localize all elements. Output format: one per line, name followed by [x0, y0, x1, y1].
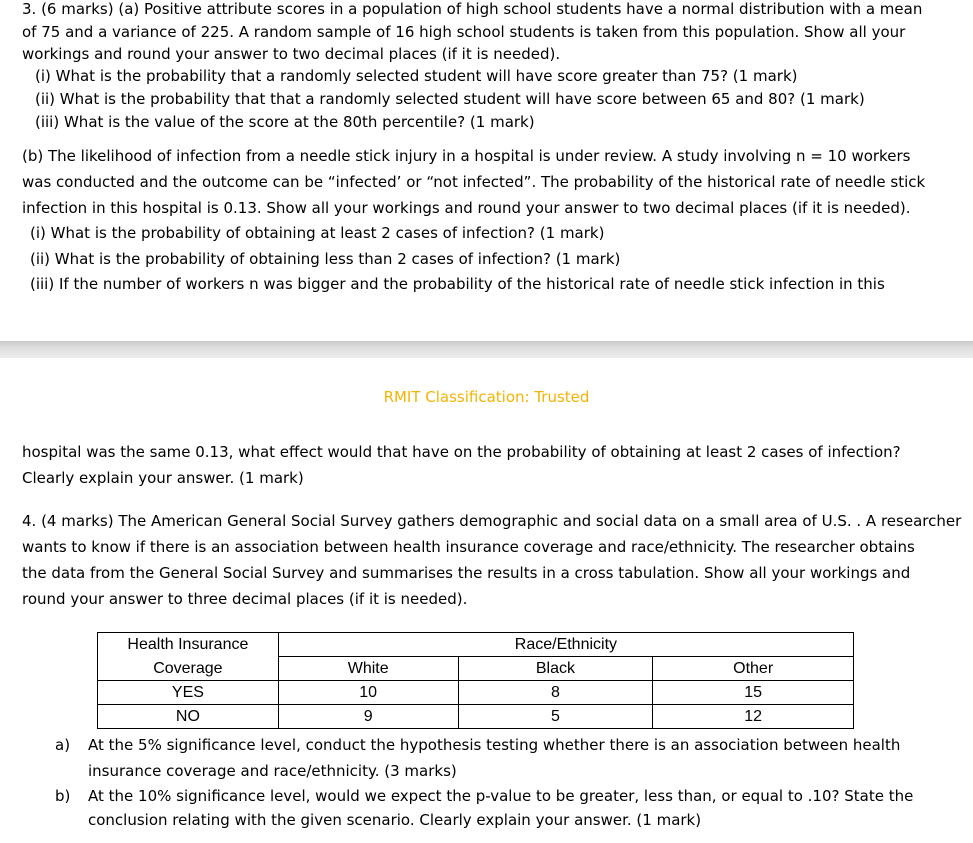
q3-intro-line-1: 3. (6 marks) (a) Positive attribute scores in a population of high school students have a normal distribution with a mean	[22, 0, 923, 18]
cell-yes-black: 8	[458, 681, 653, 705]
q3-intro-line-2: of 75 and a variance of 225. A random sample of 16 high school students is taken from this population. Show all your	[22, 23, 906, 41]
q3b-item-iii: (iii) If the number of workers n was bigger and the probability of the historical rate of needle stick infection in this	[30, 275, 885, 293]
q3a-item-i: (i) What is the probability that a randomly selected student will have score greater than 75? (1 mark)	[35, 67, 798, 85]
q3b-line-2: was conducted and the outcome can be “infected’ or “not infected”. The probability of the historical rate of needle stick	[22, 173, 926, 191]
cell-no-black: 5	[458, 705, 653, 729]
column-group-header: Race/Ethnicity	[278, 633, 853, 657]
cell-yes-other: 15	[653, 681, 854, 705]
q3a-item-ii: (ii) What is the probability that that a randomly selected student will have score between 65 and 80? (1 mark)	[35, 90, 865, 108]
q4-line-3: the data from the General Social Survey and summarises the results in a cross tabulation. Show all your workings and	[22, 564, 911, 582]
q3b-item-i: (i) What is the probability of obtaining at least 2 cases of infection? (1 mark)	[30, 224, 605, 242]
page-break-divider	[0, 341, 973, 358]
q4-part-a-line-2: insurance coverage and race/ethnicity. (3 marks)	[88, 762, 457, 780]
q4-part-b-marker: b)	[55, 787, 71, 805]
table-header-row-2	[98, 657, 854, 681]
row-header-bottom: Coverage	[98, 657, 279, 681]
row-header-top: Health Insurance	[98, 633, 279, 657]
q3b-item-ii: (ii) What is the probability of obtaining less than 2 cases of infection? (1 mark)	[30, 250, 621, 268]
q4-part-a-line-1: At the 5% significance level, conduct the hypothesis testing whether there is an association between health	[88, 736, 901, 754]
q4-part-b-line-1: At the 10% significance level, would we expect the p-value to be greater, less than, or equal to .10? State the	[88, 787, 914, 805]
classification-label: RMIT Classification: Trusted	[383, 388, 590, 406]
row-label-yes: YES	[98, 681, 279, 705]
cross-tabulation-table	[97, 632, 854, 729]
q4-line-1: 4. (4 marks) The American General Social Survey gathers demographic and social data on a small area of U.S. . A researcher	[22, 512, 962, 530]
table-row	[98, 705, 854, 729]
col-header-other: Other	[653, 657, 854, 681]
q4-line-4: round your answer to three decimal places (if it is needed).	[22, 590, 468, 608]
table-row	[98, 681, 854, 705]
q4-part-a-marker: a)	[55, 736, 71, 754]
q3-intro-line-3: workings and round your answer to two decimal places (if it is needed).	[22, 45, 561, 63]
q3b-line-3: infection in this hospital is 0.13. Show all your workings and round your answer to two decimal places (if it is needed).	[22, 199, 911, 217]
col-header-black: Black	[458, 657, 653, 681]
q3b-line-1: (b) The likelihood of infection from a needle stick injury in a hospital is under review. A study involving n = 10 workers	[22, 147, 911, 165]
table-header-row-1	[98, 633, 854, 657]
row-label-no: NO	[98, 705, 279, 729]
q3-cont-line-1: hospital was the same 0.13, what effect would that have on the probability of obtaining at least 2 cases of infection?	[22, 443, 901, 461]
cell-no-other: 12	[653, 705, 854, 729]
q4-line-2: wants to know if there is an association between health insurance coverage and race/ethnicity. The researcher obtains	[22, 538, 915, 556]
col-header-white: White	[278, 657, 458, 681]
cell-yes-white: 10	[278, 681, 458, 705]
cell-no-white: 9	[278, 705, 458, 729]
q3-cont-line-2: Clearly explain your answer. (1 mark)	[22, 469, 304, 487]
q4-part-b-line-2: conclusion relating with the given scenario. Clearly explain your answer. (1 mark)	[88, 811, 702, 829]
q3a-item-iii: (iii) What is the value of the score at the 80th percentile? (1 mark)	[35, 113, 535, 131]
